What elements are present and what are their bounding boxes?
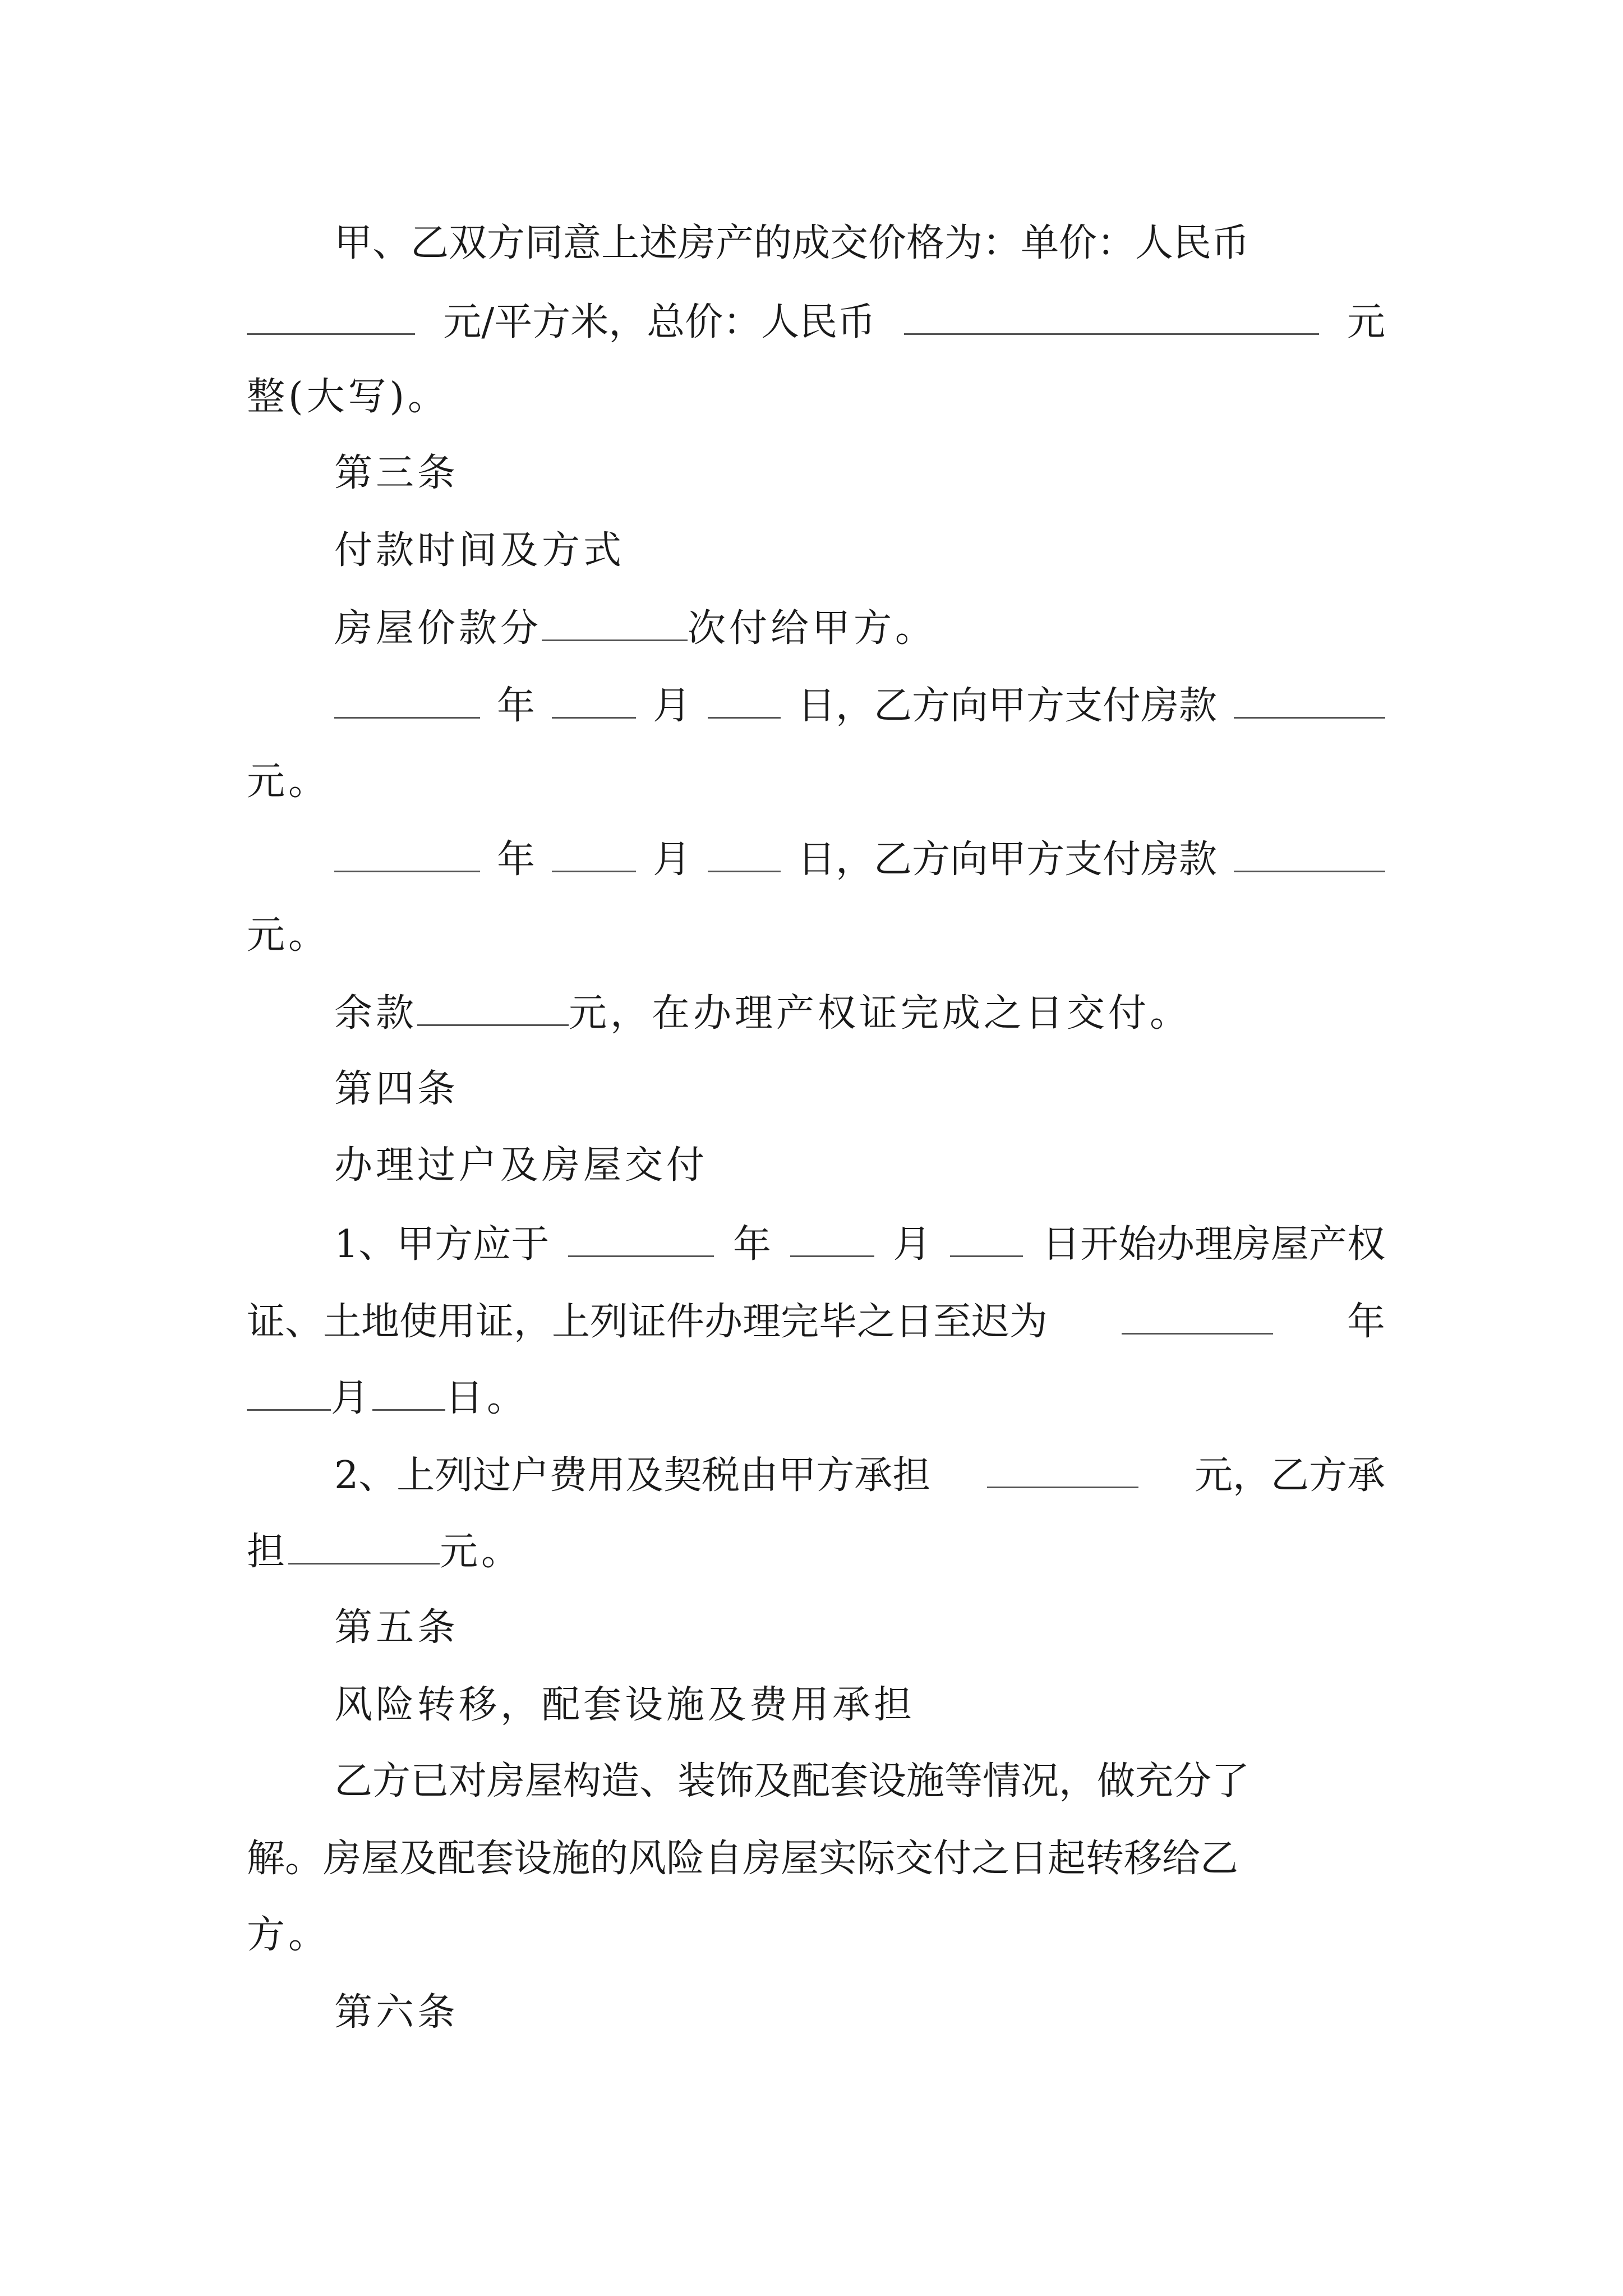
item-text: 1、甲方应于 bbox=[334, 1222, 550, 1267]
paragraph-text: 乙方已对房屋构造、装饰及配套设施等情况，做充分了 bbox=[334, 1759, 1250, 1803]
item-text: 担 bbox=[247, 1530, 289, 1574]
article-heading: 付款时间及方式 bbox=[334, 528, 625, 573]
pay2-amount-blank bbox=[1234, 820, 1385, 872]
payment-1-line bbox=[247, 666, 1385, 743]
yuan-text: 元 bbox=[1347, 300, 1385, 344]
item1-month2-blank bbox=[247, 1359, 331, 1411]
payment-text: 日，乙方向甲方支付房款 bbox=[797, 684, 1217, 728]
article-5-heading bbox=[247, 1667, 1385, 1743]
article-3-heading bbox=[247, 513, 1385, 589]
item-2-line-1 bbox=[247, 1436, 1385, 1512]
item-text: 证、土地使用证，上列证件办理完毕之日至迟为 bbox=[247, 1300, 1048, 1344]
payment-2-yuan bbox=[247, 898, 1385, 974]
item-text: 元，乙方承 bbox=[1194, 1453, 1385, 1498]
item-2-line-2 bbox=[247, 1512, 1385, 1589]
article-4-heading bbox=[247, 1128, 1385, 1204]
article-title: 第四条 bbox=[334, 1067, 459, 1111]
capital-text: 整(大写)。 bbox=[247, 375, 450, 419]
item1-month-blank bbox=[790, 1205, 874, 1257]
balance-text: 余款 bbox=[334, 991, 418, 1036]
payment-1-yuan bbox=[247, 744, 1385, 820]
day-text: 日。 bbox=[445, 1376, 529, 1420]
article-5-line-1 bbox=[247, 1743, 1385, 1820]
price-line-1 bbox=[247, 205, 1385, 282]
item-1-line-2 bbox=[247, 1282, 1385, 1359]
article-heading: 风险转移，配套设施及费用承担 bbox=[334, 1683, 916, 1727]
month-text: 月 bbox=[652, 838, 691, 882]
article-3-title bbox=[247, 435, 1385, 512]
balance-line bbox=[247, 974, 1385, 1050]
price-line-2 bbox=[247, 283, 1385, 359]
payment-text: 日，乙方向甲方支付房款 bbox=[797, 838, 1217, 882]
paragraph-text: 方。 bbox=[247, 1913, 330, 1957]
balance-text: 元，在办理产权证完成之日交付。 bbox=[569, 991, 1192, 1036]
price-text: 甲、乙双方同意上述房产的成交价格为：单价：人民币 bbox=[334, 221, 1250, 265]
item1-day-blank bbox=[950, 1205, 1023, 1257]
year-text: 年 bbox=[1347, 1300, 1385, 1344]
article-5-title bbox=[247, 1590, 1385, 1666]
yuan-text: 元。 bbox=[247, 913, 330, 958]
unit-price-blank bbox=[247, 283, 415, 335]
item1-year-blank bbox=[568, 1205, 714, 1257]
total-price-blank bbox=[904, 283, 1319, 335]
article-4-title bbox=[247, 1051, 1385, 1128]
article-title: 第六条 bbox=[334, 1990, 459, 2035]
article-heading: 办理过户及房屋交付 bbox=[334, 1143, 708, 1188]
pay2-day-blank bbox=[708, 820, 781, 872]
pay1-amount-blank bbox=[1234, 666, 1385, 719]
article-5-line-2 bbox=[247, 1821, 1385, 1897]
item-text: 2、上列过户费用及契税由甲方承担 bbox=[334, 1453, 931, 1498]
item-text: 日开始办理房屋产权 bbox=[1041, 1222, 1385, 1267]
pay1-day-blank bbox=[708, 666, 781, 719]
yuan-text: 元。 bbox=[247, 760, 330, 804]
article-title: 第五条 bbox=[334, 1605, 459, 1650]
item1-day2-blank bbox=[372, 1359, 445, 1411]
month-text: 月 bbox=[652, 684, 691, 728]
year-text: 年 bbox=[732, 1222, 771, 1267]
payment-2-line bbox=[247, 820, 1385, 896]
item1-year2-blank bbox=[1122, 1282, 1273, 1335]
year-text: 年 bbox=[496, 684, 535, 728]
paragraph-text: 解。房屋及配套设施的风险自房屋实际交付之日起转移给乙 bbox=[247, 1837, 1239, 1881]
installments-text: 次付给甲方。 bbox=[688, 606, 937, 651]
installments-blank bbox=[542, 589, 688, 641]
installments-line bbox=[247, 589, 1385, 665]
balance-blank bbox=[417, 974, 569, 1026]
item2-seller-blank bbox=[987, 1436, 1138, 1488]
item-1-line-1 bbox=[247, 1205, 1385, 1281]
pay2-year-blank bbox=[334, 820, 480, 872]
item-text: 元。 bbox=[440, 1530, 523, 1574]
item-1-line-3 bbox=[247, 1359, 1385, 1435]
article-5-line-3 bbox=[247, 1897, 1385, 1973]
item2-buyer-blank bbox=[288, 1512, 440, 1565]
pay1-month-blank bbox=[552, 666, 636, 719]
installments-text: 房屋价款分 bbox=[334, 606, 542, 651]
article-6-title bbox=[247, 1975, 1385, 2051]
pay1-year-blank bbox=[334, 666, 480, 719]
article-title: 第三条 bbox=[334, 451, 459, 495]
year-text: 年 bbox=[496, 838, 535, 882]
pay2-month-blank bbox=[552, 820, 636, 872]
month-text: 月 bbox=[331, 1376, 373, 1420]
month-text: 月 bbox=[893, 1222, 932, 1267]
price-line-3 bbox=[247, 359, 1385, 435]
unit-price-text: 元/平方米，总价：人民币 bbox=[443, 300, 876, 344]
